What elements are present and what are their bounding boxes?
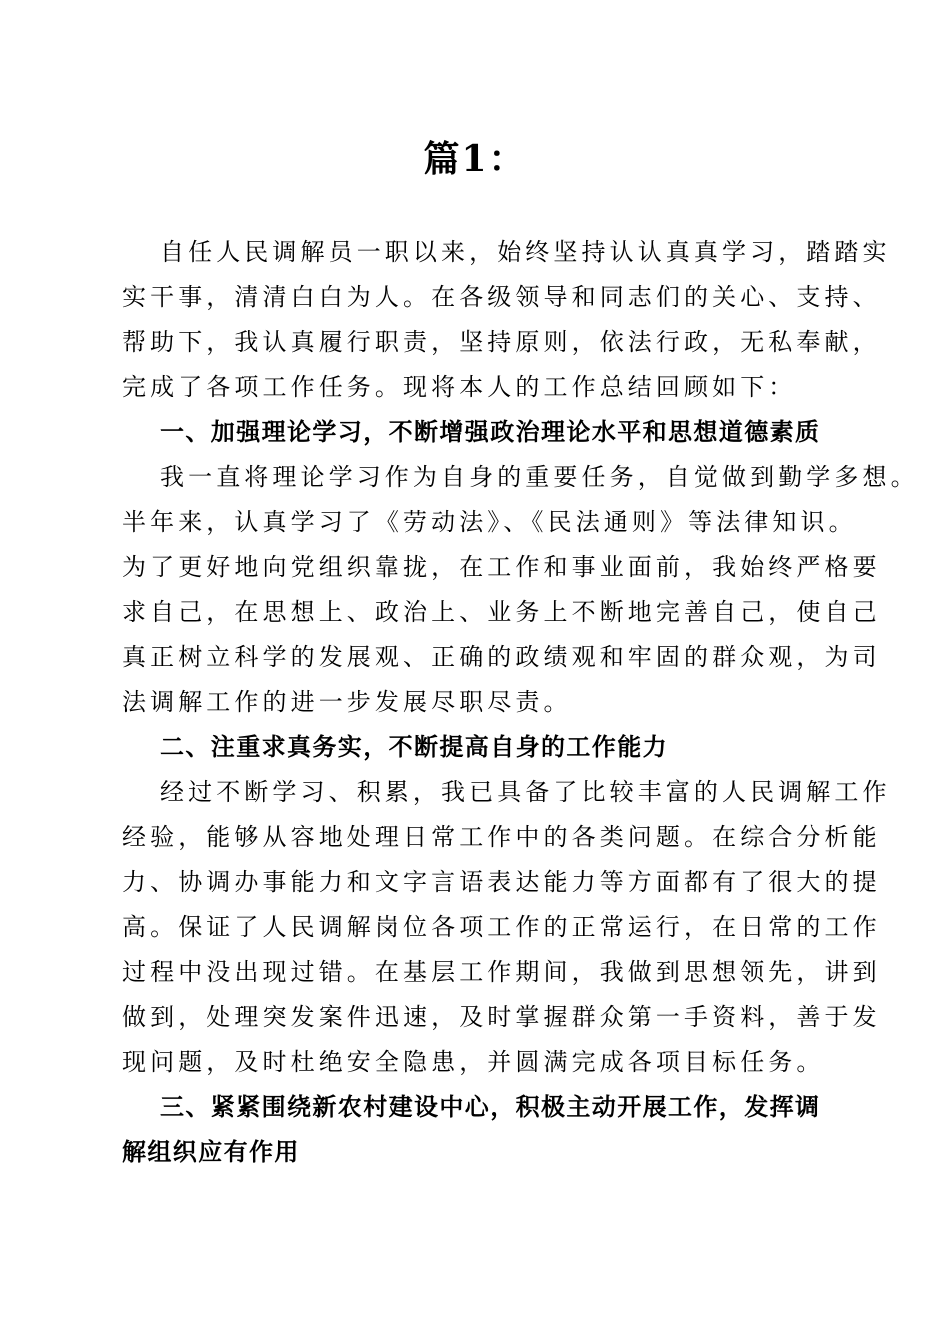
paragraph-line: 真正树立科学的发展观、正确的政绩观和牢固的群众观，为司 (122, 643, 881, 671)
paragraph-line: 自任人民调解员一职以来，始终坚持认认真真学习，踏踏实 (160, 238, 891, 266)
section-heading-2: 二、注重求真务实，不断提高自身的工作能力 (160, 733, 668, 761)
paragraph-line: 高。保证了人民调解岗位各项工作的正常运行，在日常的工作 (122, 913, 881, 941)
paragraph-line: 经过不断学习、积累，我已具备了比较丰富的人民调解工作 (160, 778, 891, 806)
paragraph-line: 现问题，及时杜绝安全隐患，并圆满完成各项目标任务。 (122, 1048, 825, 1076)
document-title: 篇1： (423, 138, 527, 180)
paragraph-line: 我一直将理论学习作为自身的重要任务，自觉做到勤学多想。 (160, 463, 919, 491)
paragraph-line: 求自己，在思想上、政治上、业务上不断地完善自己，使自己 (122, 598, 881, 626)
paragraph-line: 经验，能够从容地处理日常工作中的各类问题。在综合分析能 (122, 823, 881, 851)
paragraph-line: 法调解工作的进一步发展尽职尽责。 (122, 688, 572, 716)
paragraph-line: 过程中没出现过错。在基层工作期间，我做到思想领先，讲到 (122, 958, 881, 986)
paragraph-line: 完成了各项工作任务。现将本人的工作总结回顾如下： (122, 373, 797, 401)
section-heading-3: 三、紧紧围绕新农村建设中心，积极主动开展工作，发挥调 (160, 1093, 821, 1121)
paragraph-line: 半年来，认真学习了《劳动法》、《民法通则》等法律知识。 (122, 508, 857, 536)
paragraph-line: 实干事，清清白白为人。在各级领导和同志们的关心、支持、 (122, 283, 881, 311)
section-heading-1: 一、加强理论学习，不断增强政治理论水平和思想道德素质 (160, 418, 821, 446)
paragraph-line: 为了更好地向党组织靠拢，在工作和事业面前，我始终严格要 (122, 553, 881, 581)
section-heading-3-continued: 解组织应有作用 (122, 1138, 300, 1166)
paragraph-line: 力、协调办事能力和文字言语表达能力等方面都有了很大的提 (122, 868, 881, 896)
paragraph-line: 帮助下，我认真履行职责，坚持原则，依法行政，无私奉献， (122, 328, 881, 356)
paragraph-line: 做到，处理突发案件迅速，及时掌握群众第一手资料，善于发 (122, 1003, 881, 1031)
